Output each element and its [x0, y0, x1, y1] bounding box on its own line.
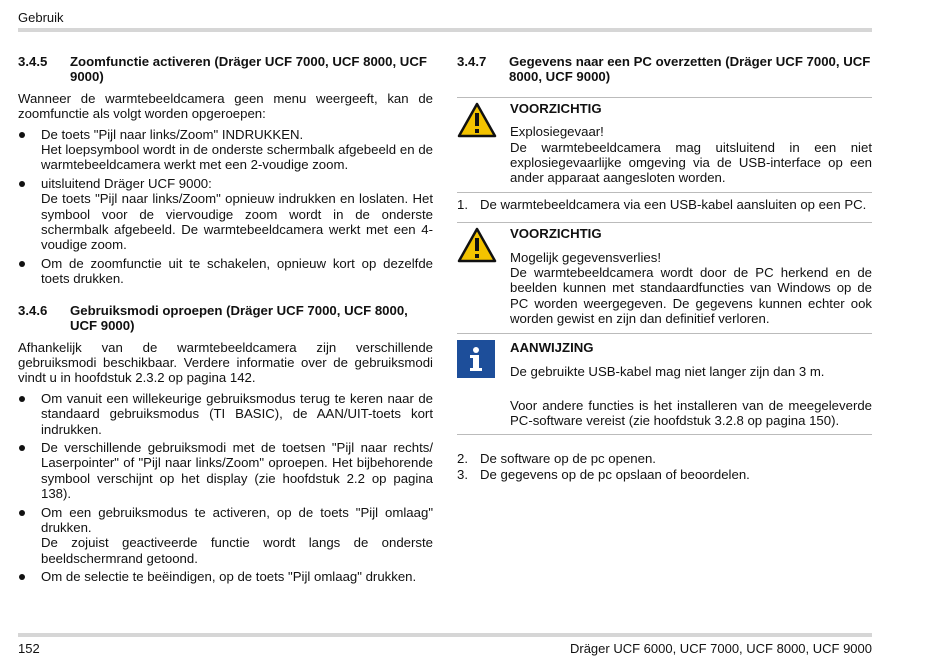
list-item: uitsluitend Dräger UCF 9000: De toets "Pijl naar links/Zoom" opnieuw indrukken en loslaten. Het symbool voor de viervoudige zoom wordt in de onderste schermbalk afgebeeld. De warmtebeeldcamera werkt met een 4-voudige zoom. [18, 176, 433, 253]
section-intro: Wanneer de warmtebeeldcamera geen menu weergeeft, kan de zoomfunctie als volgt worden opgeroepen: [18, 90, 433, 122]
list-item: Om een gebruiksmodus te activeren, op de toets "Pijl omlaag" drukken. De zojuist geactiveerde functie wordt langs de onderste beeldschermrand getoond. [18, 505, 433, 567]
step-item: 1. De warmtebeeldcamera via een USB-kabel aansluiten op een PC. [457, 196, 867, 212]
page-number: 152 [18, 641, 40, 656]
caution-text: De warmtebeeldcamera mag uitsluitend in een niet explosiegevaarlijke omgeving via de USB-interface op een ander apparaat aangesloten worden. [510, 139, 872, 186]
bullet-icon [19, 181, 25, 187]
step-item: 3. De gegevens op de pc opslaan of beoordelen. [457, 466, 750, 482]
section-number: 3.4.5 [18, 54, 48, 69]
bullet-icon [19, 261, 25, 267]
bullet-icon [19, 510, 25, 516]
list-item: De toets "Pijl naar links/Zoom" INDRUKKEN. Het loepsymbool wordt in de onderste schermbalk afgebeeld en de warmtebeeldcamera werkt met een 2-voudige zoom. [18, 127, 433, 173]
note-text: De gebruikte USB-kabel mag niet langer zijn dan 3 m. [510, 364, 825, 380]
list-item: Om vanuit een willekeurige gebruiksmodus terug te keren naar de standaard gebruiksmodus (TI BASIC), de AAN/UIT-toets kort indrukken. [18, 391, 433, 437]
caution-title: VOORZICHTIG [510, 100, 602, 116]
note-text: Voor andere functies is het installeren van de meegeleverde PC-software vereist (zie hoofdstuk 3.2.8 op pagina 150). [510, 397, 872, 428]
section-3-4-5-heading [18, 54, 433, 85]
caution-text: Explosiegevaar! [510, 124, 604, 140]
caution-text: De warmtebeeldcamera wordt door de PC herkend en de beelden kunnen met standaardfuncties van Windows op de PC worden weergegeven. De gegevens kunnen echter ook worden gewist en zijn dan definitief verloren. [510, 265, 872, 327]
warning-triangle-icon [457, 102, 497, 141]
left-column [18, 54, 433, 585]
list-item: Om de selectie te beëindigen, op de toets "Pijl omlaag" drukken. [18, 569, 433, 584]
section-title: Gebruiksmodi oproepen (Dräger UCF 7000, UCF 8000, UCF 9000) [70, 302, 408, 334]
list-item: Om de zoomfunctie uit te schakelen, opnieuw kort op dezelfde toets drukken. [18, 256, 433, 287]
section-title: Gegevens naar een PC overzetten (Dräger UCF 7000, UCF 8000, UCF 9000) [509, 54, 871, 85]
section-3-4-6-heading [18, 303, 433, 334]
product-name: Dräger UCF 6000, UCF 7000, UCF 8000, UCF 9000 [569, 641, 872, 656]
bullet-icon [19, 396, 25, 402]
footer-rule [18, 633, 872, 637]
bullet-icon [19, 132, 25, 138]
section-intro: Afhankelijk van de warmtebeeldcamera zijn verschillende gebruiksmodi beschikbaar. Verdere informatie over de gebruiksmodi vindt u in hoofdstuk 2.3.2 op pagina 142. [18, 339, 433, 386]
step-list [457, 451, 872, 482]
step-item: 2. De software op de pc openen. [457, 451, 656, 467]
note-box [457, 334, 872, 436]
info-icon [457, 340, 495, 381]
bullet-list [18, 391, 433, 585]
section-number: 3.4.7 [457, 54, 487, 69]
bullet-icon [19, 574, 25, 580]
note-title: AANWIJZING [510, 339, 594, 355]
caution-box [457, 222, 872, 333]
warning-triangle-icon [457, 227, 497, 266]
bullet-list [18, 127, 433, 287]
section-number: 3.4.6 [18, 302, 48, 318]
bullet-icon [19, 445, 25, 451]
right-column [457, 54, 872, 482]
header-rule [18, 28, 872, 32]
caution-title: VOORZICHTIG [510, 226, 602, 242]
list-item: De verschillende gebruiksmodi met de toetsen "Pijl naar rechts/ Laserpointer" of "Pijl naar links/Zoom" oproepen. Het bijbehorende symbool verschijnt op het display (zie hoofdstuk 2.2 op pagina 138). [18, 440, 433, 502]
caution-text: Mogelijk gegevensverlies! [510, 249, 661, 265]
section-title: Zoomfunctie activeren (Dräger UCF 7000, UCF 8000, UCF 9000) [70, 54, 427, 85]
running-header: Gebruik [18, 10, 64, 25]
step-list [457, 197, 872, 212]
caution-box [457, 97, 872, 193]
section-3-4-7-heading [457, 54, 872, 85]
